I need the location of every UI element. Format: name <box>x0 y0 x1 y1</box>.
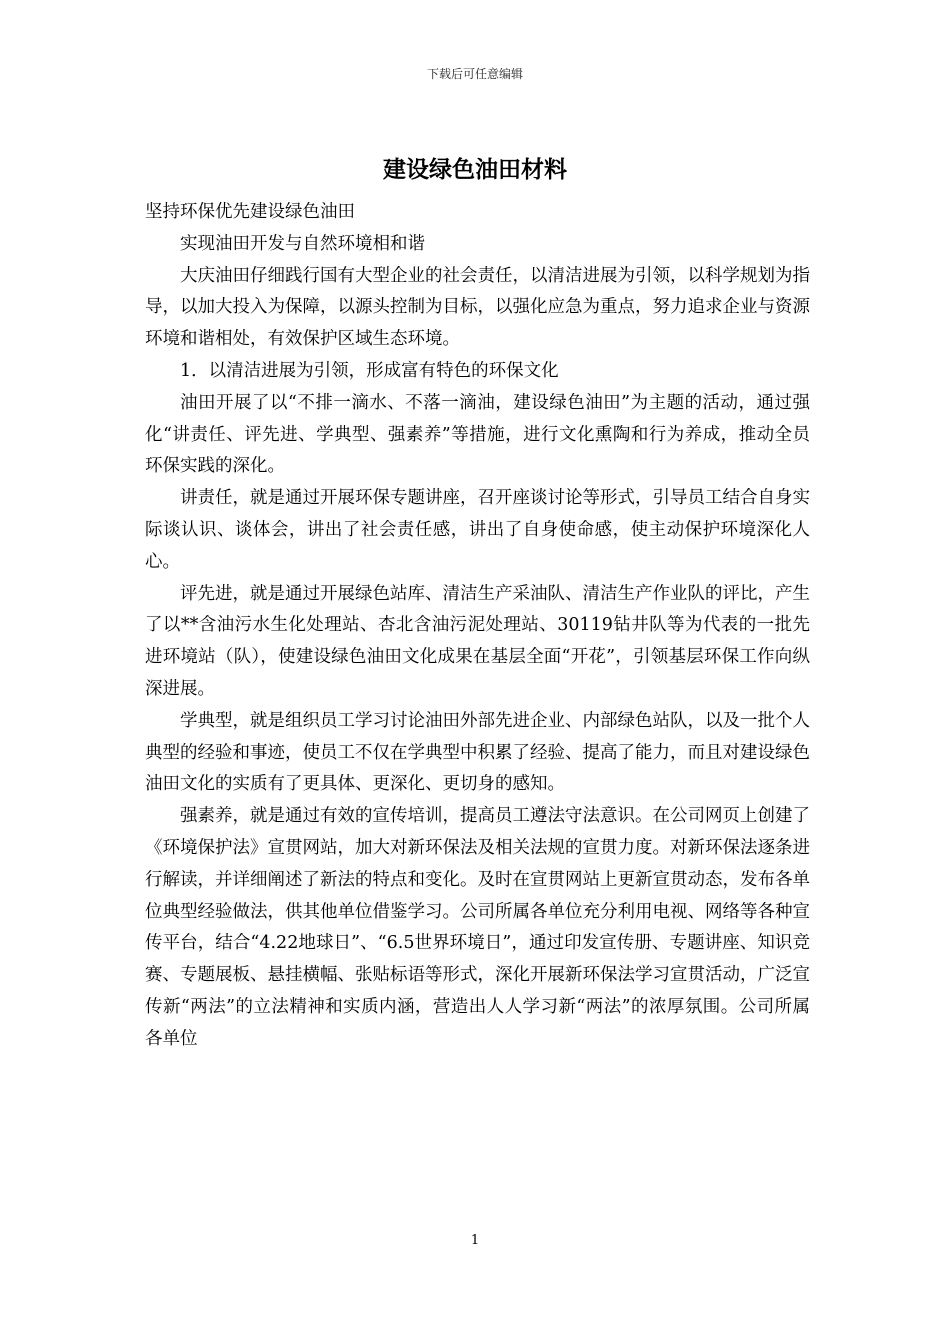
paragraph: 学典型，就是组织员工学习讨论油田外部先进企业、内部绿色站队，以及一批个人典型的经验和事迹，使员工不仅在学典型中积累了经验、提高了能力，而且对建设绿色油田文化的实质有了更具体、更深化、更切身的感知。 <box>145 710 810 795</box>
document-body <box>145 197 810 1056</box>
subtitle-1: 坚持环保优先建设绿色油田 <box>145 202 355 222</box>
paragraph: 大庆油田仔细践行国有大型企业的社会责任，以清洁进展为引领，以科学规划为指导，以加大投入为保障，以源头控制为目标，以强化应急为重点，努力追求企业与资源环境和谐相处，有效保护区域生态环境。 <box>145 265 810 350</box>
paragraph: 讲责任，就是通过开展环保专题讲座，召开座谈讨论等形式，引导员工结合自身实际谈认识、谈体会，讲出了社会责任感，讲出了自身使命感，使主动保护环境深化人心。 <box>145 488 810 572</box>
paragraph: 油田开展了以“不排一滴水、不落一滴油，建设绿色油田”为主题的活动，通过强化“讲责任、评先进、学典型、强素养”等措施，进行文化熏陶和行为养成，推动全员环保实践的深化。 <box>145 392 810 477</box>
paragraph: 强素养，就是通过有效的宣传培训，提高员工遵法守法意识。在公司网页上创建了《环境保护法》宣贯网站，加大对新环保法及相关法规的宣贯力度。对新环保法逐条进行解读，并详细阐述了新法的特点和变化。及时在宣贯网站上更新宣贯动态，发布各单位典型经验做法，供其他单位借鉴学习。公司所属各单位充分利用电视、网络等各种宣传平台，结合“4.22地球日”、“6.5世界环境日”，通过印发宣传册、专题讲座、知识竞赛、专题展板、悬挂横幅、张贴标语等形式，深化开展新环保法学习宣贯活动，广泛宣传新“两法”的立法精神和实质内涵，营造出人人学习新“两法”的浓厚氛围。公司所属各单位 <box>145 806 810 1049</box>
subtitle-2: 实现油田开发与自然环境相和谐 <box>180 233 425 254</box>
page-number: 1 <box>470 1233 480 1248</box>
paragraph: 评先进，就是通过开展绿色站库、清洁生产采油队、清洁生产作业队的评比，产生了以**含油污水生化处理站、杏北含油污泥处理站、30119钻井队等为代表的一批先进环境站（队），使建设绿色油田文化成果在基层全面“开花”，引领基层环保工作向纵深进展。 <box>145 583 810 699</box>
document-title: 建设绿色油田材料 <box>383 157 567 183</box>
page-header-note: 下载后可任意编辑 <box>426 67 523 81</box>
section-heading: 1．以清洁进展为引领，形成富有特色的环保文化 <box>180 360 559 381</box>
